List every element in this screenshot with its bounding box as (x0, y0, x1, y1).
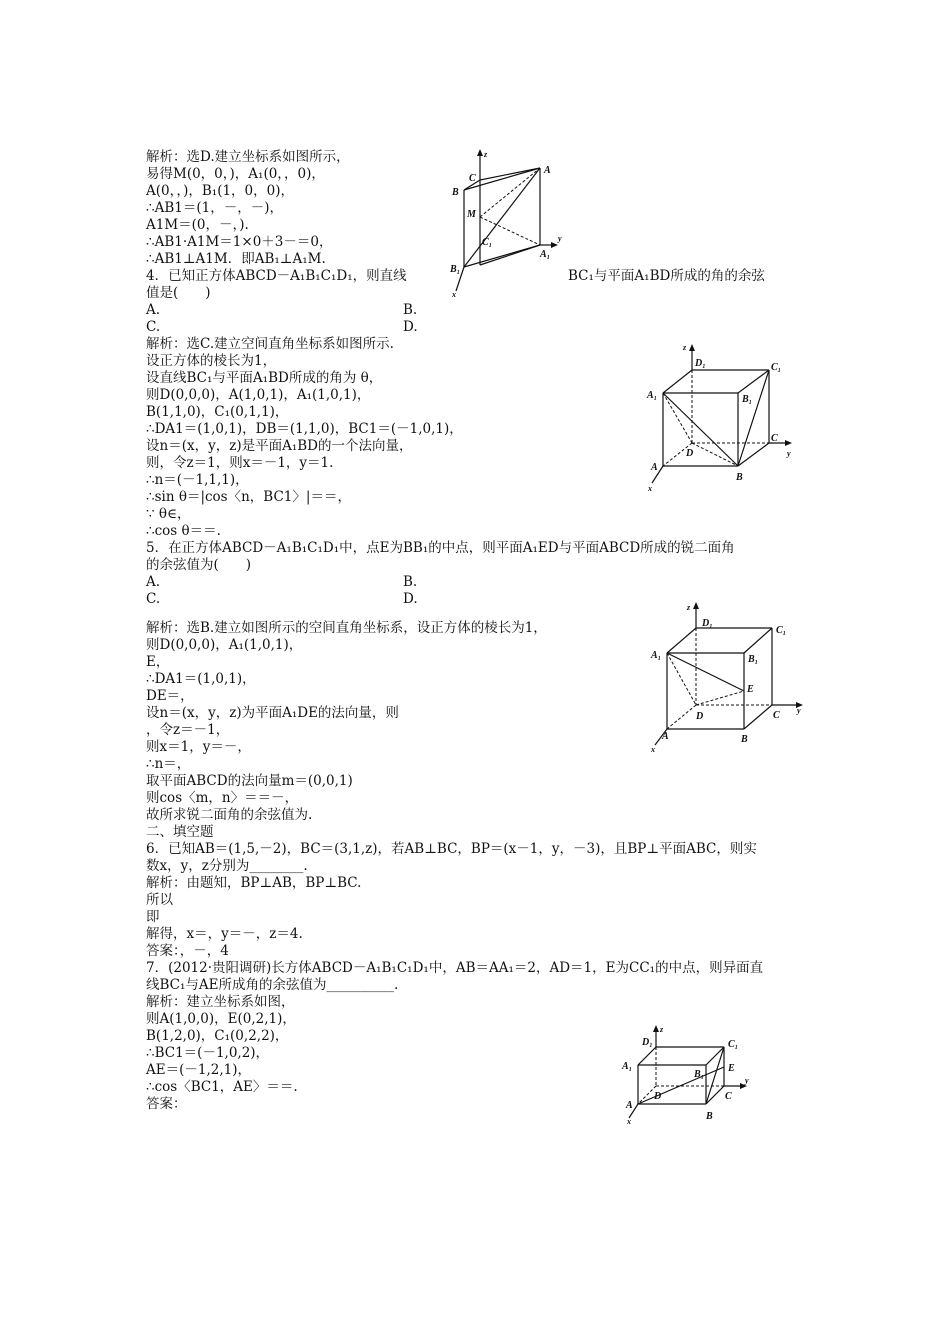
option-d: D. (403, 319, 418, 335)
vertex-label: D₁ (695, 358, 706, 369)
vertex-label: C (725, 1091, 732, 1102)
section-heading: 二、填空题 (146, 824, 214, 840)
solution-line: 即 (146, 909, 160, 925)
vertex-label: C (469, 173, 476, 184)
vertex-label: B (741, 734, 748, 745)
question-6-stem-cont: 数x，y，z分别为________. (146, 858, 308, 874)
vertex-label: C₁ (776, 625, 787, 636)
vertex-label: C (773, 710, 780, 721)
vertex-label: A₁ (540, 249, 551, 260)
solution-line: 解析：选C.建立空间直角坐标系如图所示. (146, 336, 394, 352)
question-5-stem-cont: 的余弦值为( ) (146, 557, 252, 573)
question-6-stem: 6．已知AB＝(1,5,－2)，BC＝(3,1,z)，若AB⊥BC，BP＝(x－1，y，－3)，且BP⊥平面ABC，则实 (146, 841, 757, 857)
solution-line: 设n＝(x，y，z)为平面A₁DE的法向量，则 (146, 705, 399, 721)
vertex-label: E (728, 1063, 735, 1074)
solution-line: ∴cos θ＝＝. (146, 523, 221, 539)
vertex-label: B₁ (742, 394, 753, 405)
vertex-label: A₁ (651, 650, 662, 661)
solution-line: 解得，x＝，y＝－，z＝4. (146, 926, 303, 942)
solution-line: 所以 (146, 892, 173, 908)
vertex-label: B₁ (748, 654, 759, 665)
vertex-label: D₁ (642, 1037, 653, 1048)
solution-line: ∴sin θ＝|cos〈n，BC1〉|＝＝， (146, 489, 351, 505)
question-4-stem-cont: 值是( ) (146, 285, 211, 301)
vertex-label: C₁ (728, 1039, 739, 1050)
solution-line: 则，令z＝1，则x＝－1，y＝1. (146, 455, 334, 471)
axis-label: x (648, 484, 652, 493)
figure-box-q7 (618, 1025, 768, 1125)
solution-line: ，令z＝－1， (146, 722, 230, 738)
axis-label: x (452, 290, 456, 299)
vertex-label: C₁ (771, 362, 782, 373)
option-b: B. (403, 574, 418, 590)
answer-line: 答案： (146, 1096, 187, 1112)
solution-line: B(1,2,0)，C₁(0,2,2)， (146, 1028, 289, 1044)
solution-line: A(0，，)，B₁(1，0，0)， (146, 183, 295, 199)
vertex-label: M (467, 209, 476, 220)
solution-line: 取平面ABCD的法向量m＝(0,0,1) (146, 773, 353, 789)
solution-line: 解析：建立坐标系如图， (146, 994, 295, 1010)
solution-line: 设正方体的棱长为1， (146, 353, 277, 369)
solution-line: 解析：由题知，BP⊥AB，BP⊥BC. (146, 875, 362, 891)
vertex-label: D (654, 1091, 662, 1102)
axis-label: y (745, 1076, 749, 1085)
option-c: C. (146, 591, 161, 607)
solution-line: ∴BC1＝(－1,0,2)， (146, 1045, 270, 1061)
solution-line: 则cos〈m，n〉＝＝－， (146, 790, 299, 806)
vertex-label: B (452, 187, 459, 198)
vertex-label: D (696, 711, 704, 722)
solution-line: E， (146, 654, 170, 670)
option-b: B. (403, 302, 418, 318)
vertex-label: A₁ (647, 390, 658, 401)
vertex-label: B (706, 1111, 713, 1122)
solution-line: ∴AB1＝(1，－，－)， (146, 200, 283, 216)
solution-line: ∵ θ∈， (146, 506, 191, 522)
solution-line: DE＝， (146, 688, 194, 704)
axis-label: z (484, 150, 488, 159)
option-a: A. (146, 302, 161, 318)
solution-line: B(1,1,0)，C₁(0,1,1)， (146, 404, 289, 420)
question-7-stem-cont: 线BC₁与AE所成角的余弦值为__________. (146, 977, 399, 993)
solution-line: A1M＝(0，－，). (146, 217, 249, 233)
solution-line: ∴AB1·A1M＝1×0＋3－＝0， (146, 234, 333, 250)
axis-label: x (627, 1117, 631, 1126)
option-a: A. (146, 574, 161, 590)
axis-label: x (651, 745, 655, 754)
solution-line: ∴n＝(－1,1,1)， (146, 472, 249, 488)
solution-line: ∴DA1＝(1,0,1)，DB＝(1,1,0)，BC1＝(－1,0,1)， (146, 421, 463, 437)
solution-line: 设n＝(x，y，z)是平面A₁BD的一个法向量， (146, 438, 413, 454)
solution-line: ∴n＝， (146, 756, 191, 772)
solution-line: 则D(0,0,0)，A(1,0,1)，A₁(1,0,1)， (146, 387, 371, 403)
vertex-label: C₁ (482, 237, 493, 248)
vertex-label: D₁ (702, 618, 713, 629)
solution-line: AE＝(－1,2,1)， (146, 1062, 251, 1078)
vertex-label: B (736, 472, 743, 483)
vertex-label: B₁ (450, 264, 461, 275)
option-c: C. (146, 319, 161, 335)
solution-line: 解析：选D.建立坐标系如图所示， (146, 149, 350, 165)
axis-label: z (687, 603, 691, 612)
solution-line: ∴AB1⊥A1M．即AB₁⊥A₁M. (146, 251, 326, 267)
figure-cube-q4 (640, 340, 800, 495)
axis-label: y (787, 449, 791, 458)
solution-line: 则A(1,0,0)，E(0,2,1)， (146, 1011, 296, 1027)
question-5-stem: 5．在正方体ABCD－A₁B₁C₁D₁中，点E为BB₁的中点，则平面A₁ED与平面ABCD所成的锐二面角 (146, 540, 735, 556)
vertex-label: A (626, 1100, 633, 1111)
axis-label: z (683, 343, 687, 352)
vertex-label: A (544, 165, 551, 176)
axis-label: z (660, 1025, 664, 1034)
question-4-stem-right: BC₁与平面A₁BD所成的角的余弦 (568, 268, 765, 284)
solution-line: 则D(0,0,0)，A₁(1,0,1)， (146, 637, 303, 653)
solution-line: 故所求锐二面角的余弦值为. (146, 807, 313, 823)
answer-line: 答案：，－，4 (146, 943, 229, 959)
question-7-stem: 7．(2012·贵阳调研)长方体ABCD－A₁B₁C₁D₁中，AB＝AA₁＝2，AD＝1，E为CC₁的中点，则异面直 (146, 960, 764, 976)
vertex-label: A₁ (622, 1061, 633, 1072)
solution-line: ∴cos〈BC1，AE〉＝＝. (146, 1079, 298, 1095)
figure-prism (440, 145, 565, 300)
solution-line: ∴DA1＝(1,0,1)， (146, 671, 256, 687)
figure-cube-q5 (645, 600, 810, 755)
solution-line: 设直线BC₁与平面A₁BD所成的角为 θ， (146, 370, 383, 386)
solution-line: 解析：选B.建立如图所示的空间直角坐标系，设正方体的棱长为1， (146, 620, 547, 636)
vertex-label: A (662, 731, 669, 742)
solution-line: 则x＝1，y＝－， (146, 739, 251, 755)
axis-label: y (558, 234, 562, 243)
vertex-label: C (771, 433, 778, 444)
option-d: D. (403, 591, 418, 607)
question-4-stem: 4．已知正方体ABCD－A₁B₁C₁D₁，则直线 (146, 268, 407, 284)
vertex-label: B₁ (694, 1069, 705, 1080)
axis-label: y (797, 706, 801, 715)
vertex-label: E (747, 684, 754, 695)
vertex-label: A (651, 462, 658, 473)
vertex-label: D (686, 448, 694, 459)
solution-line: 易得M(0，0，)，A₁(0，，0)， (146, 166, 325, 182)
